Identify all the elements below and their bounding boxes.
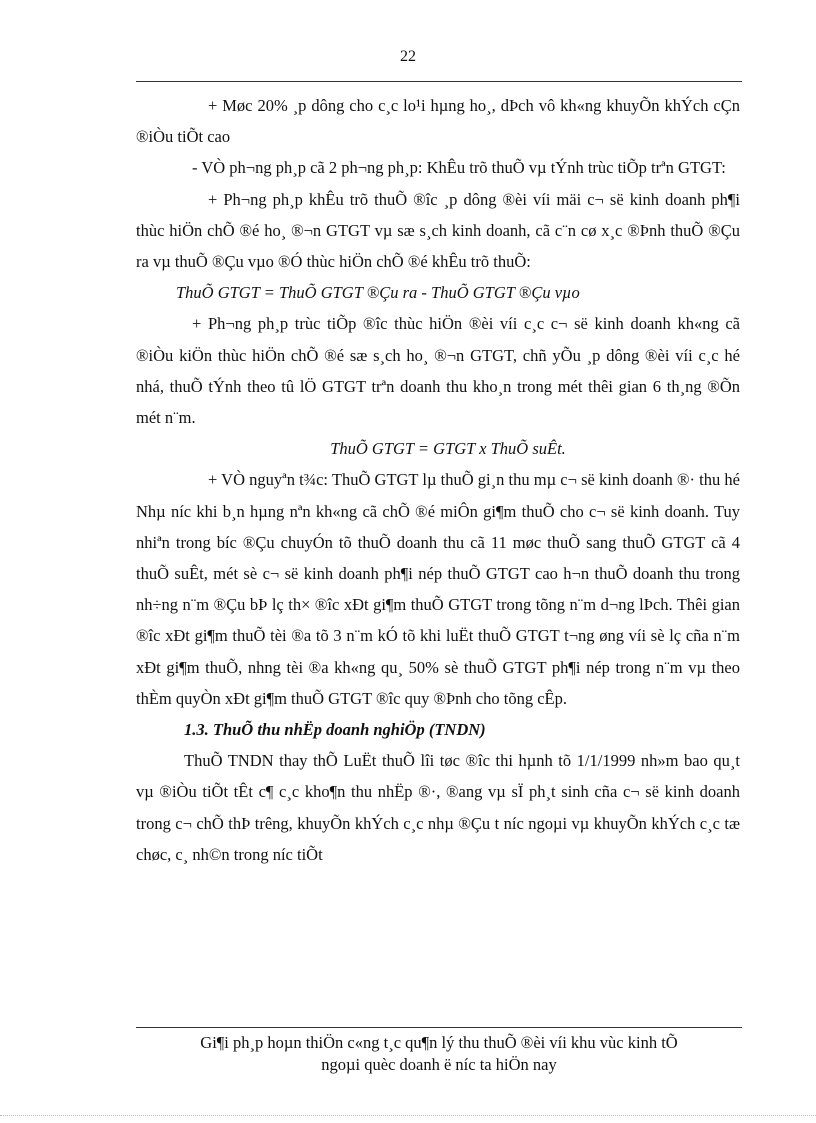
- paragraph-methods: - VÒ ph¬ng ph¸p cã 2 ph¬ng ph¸p: KhÊu trõ thuÕ vµ tÝnh trùc tiÕp trªn GTGT:: [192, 158, 726, 178]
- footer-rule: [136, 1027, 742, 1028]
- body-text: [136, 90, 740, 870]
- section-heading: 1.3. ThuÕ thu nhËp doanh nghiÖp (TNDN): [184, 720, 486, 740]
- footer-line-2: ngoµi quèc doanh ë níc ta hiÖn nay: [321, 1055, 557, 1074]
- page-number: 22: [400, 48, 416, 65]
- formula-direct: ThuÕ GTGT = GTGT x ThuÕ suÊt.: [330, 439, 566, 459]
- formula-deduction: ThuÕ GTGT = ThuÕ GTGT ®Çu ra - ThuÕ GTGT ®Çu vµo: [176, 283, 580, 303]
- paragraph-deduction-method: + Ph¬ng ph¸p khÊu trõ thuÕ ®îc ¸p dông ®èi víi mäi c¬ së kinh doanh ph¶i thùc hiÖn chÕ ®é ho¸ ®¬n GTGT vµ sæ s¸ch kinh doanh, cã c¨n cø x¸c ®Þnh thuÕ ®Çu ra vµ thuÕ ®Çu vµo ®Ó thùc hiÖn chÕ ®é khÊu trõ thuÕ:: [136, 189, 740, 272]
- page-bottom-dotted-line: [0, 1115, 816, 1116]
- paragraph-principle: + VÒ nguyªn t¾c: ThuÕ GTGT lµ thuÕ gi¸n thu mµ c¬ së kinh doanh ®· thu hé Nhµ níc khi b¸n hµng nªn kh«ng cã chÕ ®é miÔn gi¶m thuÕ cho c¬ së kinh doanh. Tuy nhiªn trong bíc ®Çu chuyÓn tõ thuÕ doanh thu cã 11 møc thuÕ sang thuÕ GTGT cã 4 thuÕ suÊt, mét sè c¬ së kinh doanh ph¶i nép thuÕ GTGT cao h¬n thuÕ doanh thu trong nh÷ng n¨m ®Çu bÞ lç th× ®îc xÐt gi¶m thuÕ GTGT trong tõng n¨m d¬ng lÞch. Thêi gian ®îc xÐt gi¶m thuÕ tèi ®a tõ 3 n¨m kÓ tõ khi luËt thuÕ GTGT t¬ng øng víi sè lç cña n¨m xÐt gi¶m thuÕ, nhng tèi ®a kh«ng qu¸ 50% sè thuÕ GTGT ph¶i nép trong n¨m vµ theo thÈm quyÒn xÐt gi¶m thuÕ GTGT ®îc quy ®Þnh cho tõng cÊp.: [136, 470, 740, 708]
- footer-line-1: Gi¶i ph¸p hoµn thiÖn c«ng t¸c qu¶n lý thu thuÕ ®èi víi khu vùc kinh tÕ: [200, 1033, 678, 1052]
- paragraph-direct-method: + Ph¬ng ph¸p trùc tiÕp ®îc thùc hiÖn ®èi víi c¸c c¬ së kinh doanh kh«ng cã ®iÒu kiÖn thùc hiÖn chÕ ®é sæ s¸ch ho¸ ®¬n GTGT, chñ yÕu ¸p dông ®èi víi c¸c hé nhá, thuÕ tÝnh theo tû lÖ GTGT trªn doanh thu kho¸n trong mét thêi gian 6 th¸ng ®Õn mét n¨m.: [136, 314, 740, 428]
- paragraph-rate-20: + Møc 20% ¸p dông cho c¸c lo¹i hµng ho¸, dÞch vô kh«ng khuyÕn khÝch cÇn ®iÒu tiÕt cao: [136, 96, 740, 147]
- paragraph-tndn: ThuÕ TNDN thay thÕ LuËt thuÕ lîi tøc ®îc thi hµnh tõ 1/1/1999 nh»m bao qu¸t vµ ®iÒu tiÕt tÊt c¶ c¸c kho¶n thu nhËp ®·, ®ang vµ sÏ ph¸t sinh cña c¬ së kinh doanh trong c¬ chÕ thÞ trêng, khuyÕn khÝch c¸c nhµ ®Çu t níc ngoµi vµ khuyÕn khÝch c¸c tæ chøc, c¸ nh©n trong níc tiÕt: [136, 751, 740, 864]
- header-rule: [136, 81, 742, 82]
- footer: [136, 1032, 742, 1076]
